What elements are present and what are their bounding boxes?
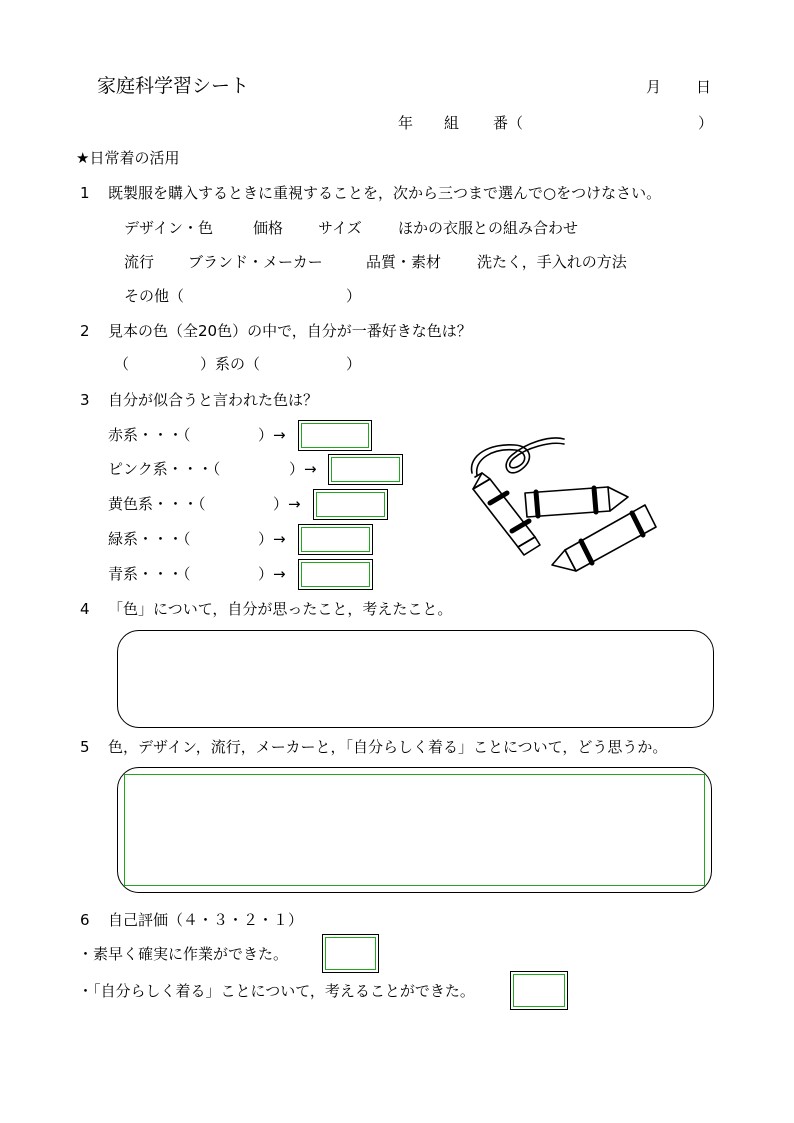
q3-answer-box-green[interactable]: [298, 524, 373, 555]
q3-row-arrow: ）→: [258, 530, 286, 548]
q1-option[interactable]: デザイン・色: [124, 219, 213, 237]
crayons-illustration: [460, 425, 670, 575]
q1-number: 1: [80, 184, 90, 202]
q1-option[interactable]: 流行: [124, 253, 155, 271]
q1-other-close: ）: [346, 287, 362, 305]
q3-row-arrow: ）→: [258, 565, 286, 583]
page-title: 家庭科学習シート: [97, 75, 250, 97]
q3-answer-box-blue[interactable]: [298, 559, 373, 590]
name-close-paren: ）: [698, 114, 714, 132]
q2-number: 2: [80, 322, 90, 340]
q2-text: 見本の色（全20色）の中で，自分が一番好きな色は？: [108, 322, 472, 340]
q3-row-label: ピンク系・・・（: [108, 460, 221, 478]
q6-item: ・「自分らしく着る」ことについて，考えることができた。: [78, 982, 475, 1000]
q3-answer-box-red[interactable]: [298, 420, 372, 451]
q2-answer-mid: ）系の（: [200, 355, 261, 373]
q5-answer-area[interactable]: [117, 767, 712, 893]
month-label: 月: [646, 78, 662, 96]
q1-option[interactable]: ブランド・メーカー: [188, 253, 323, 271]
day-label: 日: [696, 78, 712, 96]
q3-number: 3: [80, 391, 90, 409]
q1-text: 既製服を購入するときに重視することを，次から三つまで選んで○をつけなさい。: [108, 184, 662, 202]
q4-text: 「色」について，自分が思ったこと，考えたこと。: [108, 600, 453, 618]
q4-number: 4: [80, 600, 90, 618]
section-heading: ★日常着の活用: [76, 149, 180, 167]
year-label: 年: [398, 114, 414, 132]
q1-option[interactable]: 価格: [253, 219, 284, 237]
q4-answer-area[interactable]: [117, 630, 714, 728]
q3-answer-box-pink[interactable]: [328, 454, 403, 485]
q6-item: ・素早く確実に作業ができた。: [78, 945, 289, 963]
q1-option[interactable]: ほかの衣服との組み合わせ: [398, 219, 579, 237]
q6-score-box-1[interactable]: [322, 934, 379, 973]
q2-answer-close: ）: [346, 355, 362, 373]
q3-row-label: 緑系・・・（: [108, 530, 191, 548]
q2-answer-open: （: [114, 355, 130, 373]
q6-score-box-2[interactable]: [510, 971, 568, 1010]
q3-row-arrow: ）→: [289, 460, 317, 478]
q5-number: 5: [80, 738, 90, 756]
number-label: 番（: [493, 114, 524, 132]
q6-number: 6: [80, 911, 90, 929]
q3-row-label: 黄色系・・・（: [108, 495, 206, 513]
q5-text: 色，デザイン，流行，メーカーと，「自分らしく着る」ことについて，どう思うか。: [108, 738, 668, 756]
q3-answer-box-yellow[interactable]: [313, 489, 388, 520]
q1-option[interactable]: サイズ: [318, 219, 362, 237]
q1-option[interactable]: 洗たく，手入れの方法: [477, 253, 627, 271]
q3-row-label: 青系・・・（: [108, 565, 191, 583]
class-label: 組: [444, 114, 460, 132]
q3-row-arrow: ）→: [258, 426, 286, 444]
q1-option[interactable]: 品質・素材: [366, 253, 442, 271]
q3-row-label: 赤系・・・（: [108, 426, 191, 444]
q1-other-label: その他（: [124, 287, 185, 305]
q3-row-arrow: ）→: [273, 495, 301, 513]
q6-text: 自己評価（４・３・２・１）: [108, 911, 304, 929]
q3-text: 自分が似合うと言われた色は？: [108, 391, 319, 409]
